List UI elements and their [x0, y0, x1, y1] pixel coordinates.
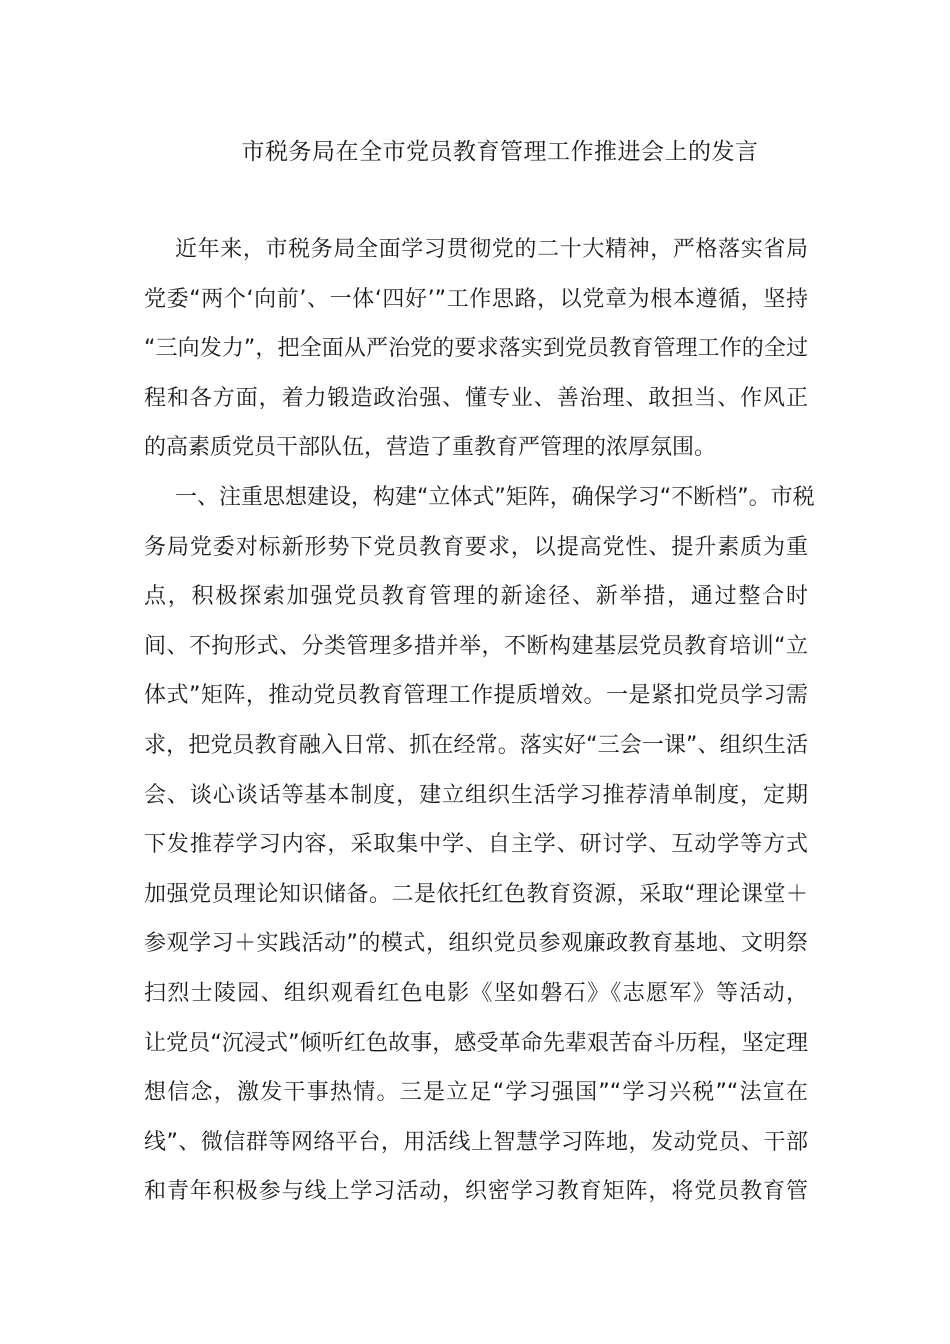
paragraph-line: “三向发力”，把全面从严治党的要求落实到党员教育管理工作的全过 — [144, 336, 808, 362]
paragraph-line: 加强党员理论知识储备。二是依托红色教育资源，采取“理论课堂＋ — [144, 881, 808, 907]
paragraph-line: 近年来，市税务局全面学习贯彻党的二十大精神，严格落实省局 — [175, 237, 808, 262]
paragraph-line: 让党员“沉浸式”倾听红色故事，感受革命先辈艰苦奋斗历程，坚定理 — [144, 1030, 808, 1056]
document-title: 市税务局在全市党员教育管理工作推进会上的发言 — [241, 139, 759, 165]
paragraph-line: 体式”矩阵，推动党员教育管理工作提质增效。一是紧扣党员学习需 — [144, 683, 808, 709]
paragraph-line: 求，把党员教育融入日常、抓在经常。落实好“三会一课”、组织生活 — [144, 732, 808, 758]
paragraph-line: 和青年积极参与线上学习活动，织密学习教育矩阵，将党员教育管 — [144, 1179, 808, 1205]
paragraph-line: 间、不拘形式、分类管理多措并举，不断构建基层党员教育培训“立 — [144, 633, 808, 659]
paragraph-line: 务局党委对标新形势下党员教育要求，以提高党性、提升素质为重 — [144, 534, 808, 560]
paragraph-line: 下发推荐学习内容，采取集中学、自主学、研讨学、互动学等方式 — [144, 832, 808, 858]
paragraph-line: 参观学习＋实践活动”的模式，组织党员参观廉政教育基地、文明祭 — [144, 931, 808, 957]
document-body — [144, 225, 815, 1217]
paragraph-line: 会、谈心谈话等基本制度，建立组织生活学习推荐清单制度，定期 — [144, 782, 808, 808]
paragraph-line: 扫烈士陵园、组织观看红色电影《坚如磐石》《志愿军》等活动， — [144, 980, 808, 1006]
paragraph-line: 一、注重思想建设，构建“立体式”矩阵，确保学习“不断档”。市税 — [175, 484, 815, 510]
paragraph-line: 的高素质党员干部队伍，营造了重教育严管理的浓厚氛围。 — [144, 435, 717, 461]
paragraph-line: 点，积极探索加强党员教育管理的新途径、新举措，通过整合时 — [144, 584, 808, 610]
paragraph-line: 线”、微信群等网络平台，用活线上智慧学习阵地，发动党员、干部 — [144, 1129, 808, 1155]
paragraph-line: 党委“两个‘向前’、一体‘四好’”工作思路，以党章为根本遵循，坚持 — [144, 286, 808, 312]
paragraph-line: 想信念，激发干事热情。三是立足“学习强国”“学习兴税”“法宣在 — [144, 1080, 808, 1106]
paragraph-line: 程和各方面，着力锻造政治强、懂专业、善治理、敢担当、作风正 — [144, 385, 808, 411]
